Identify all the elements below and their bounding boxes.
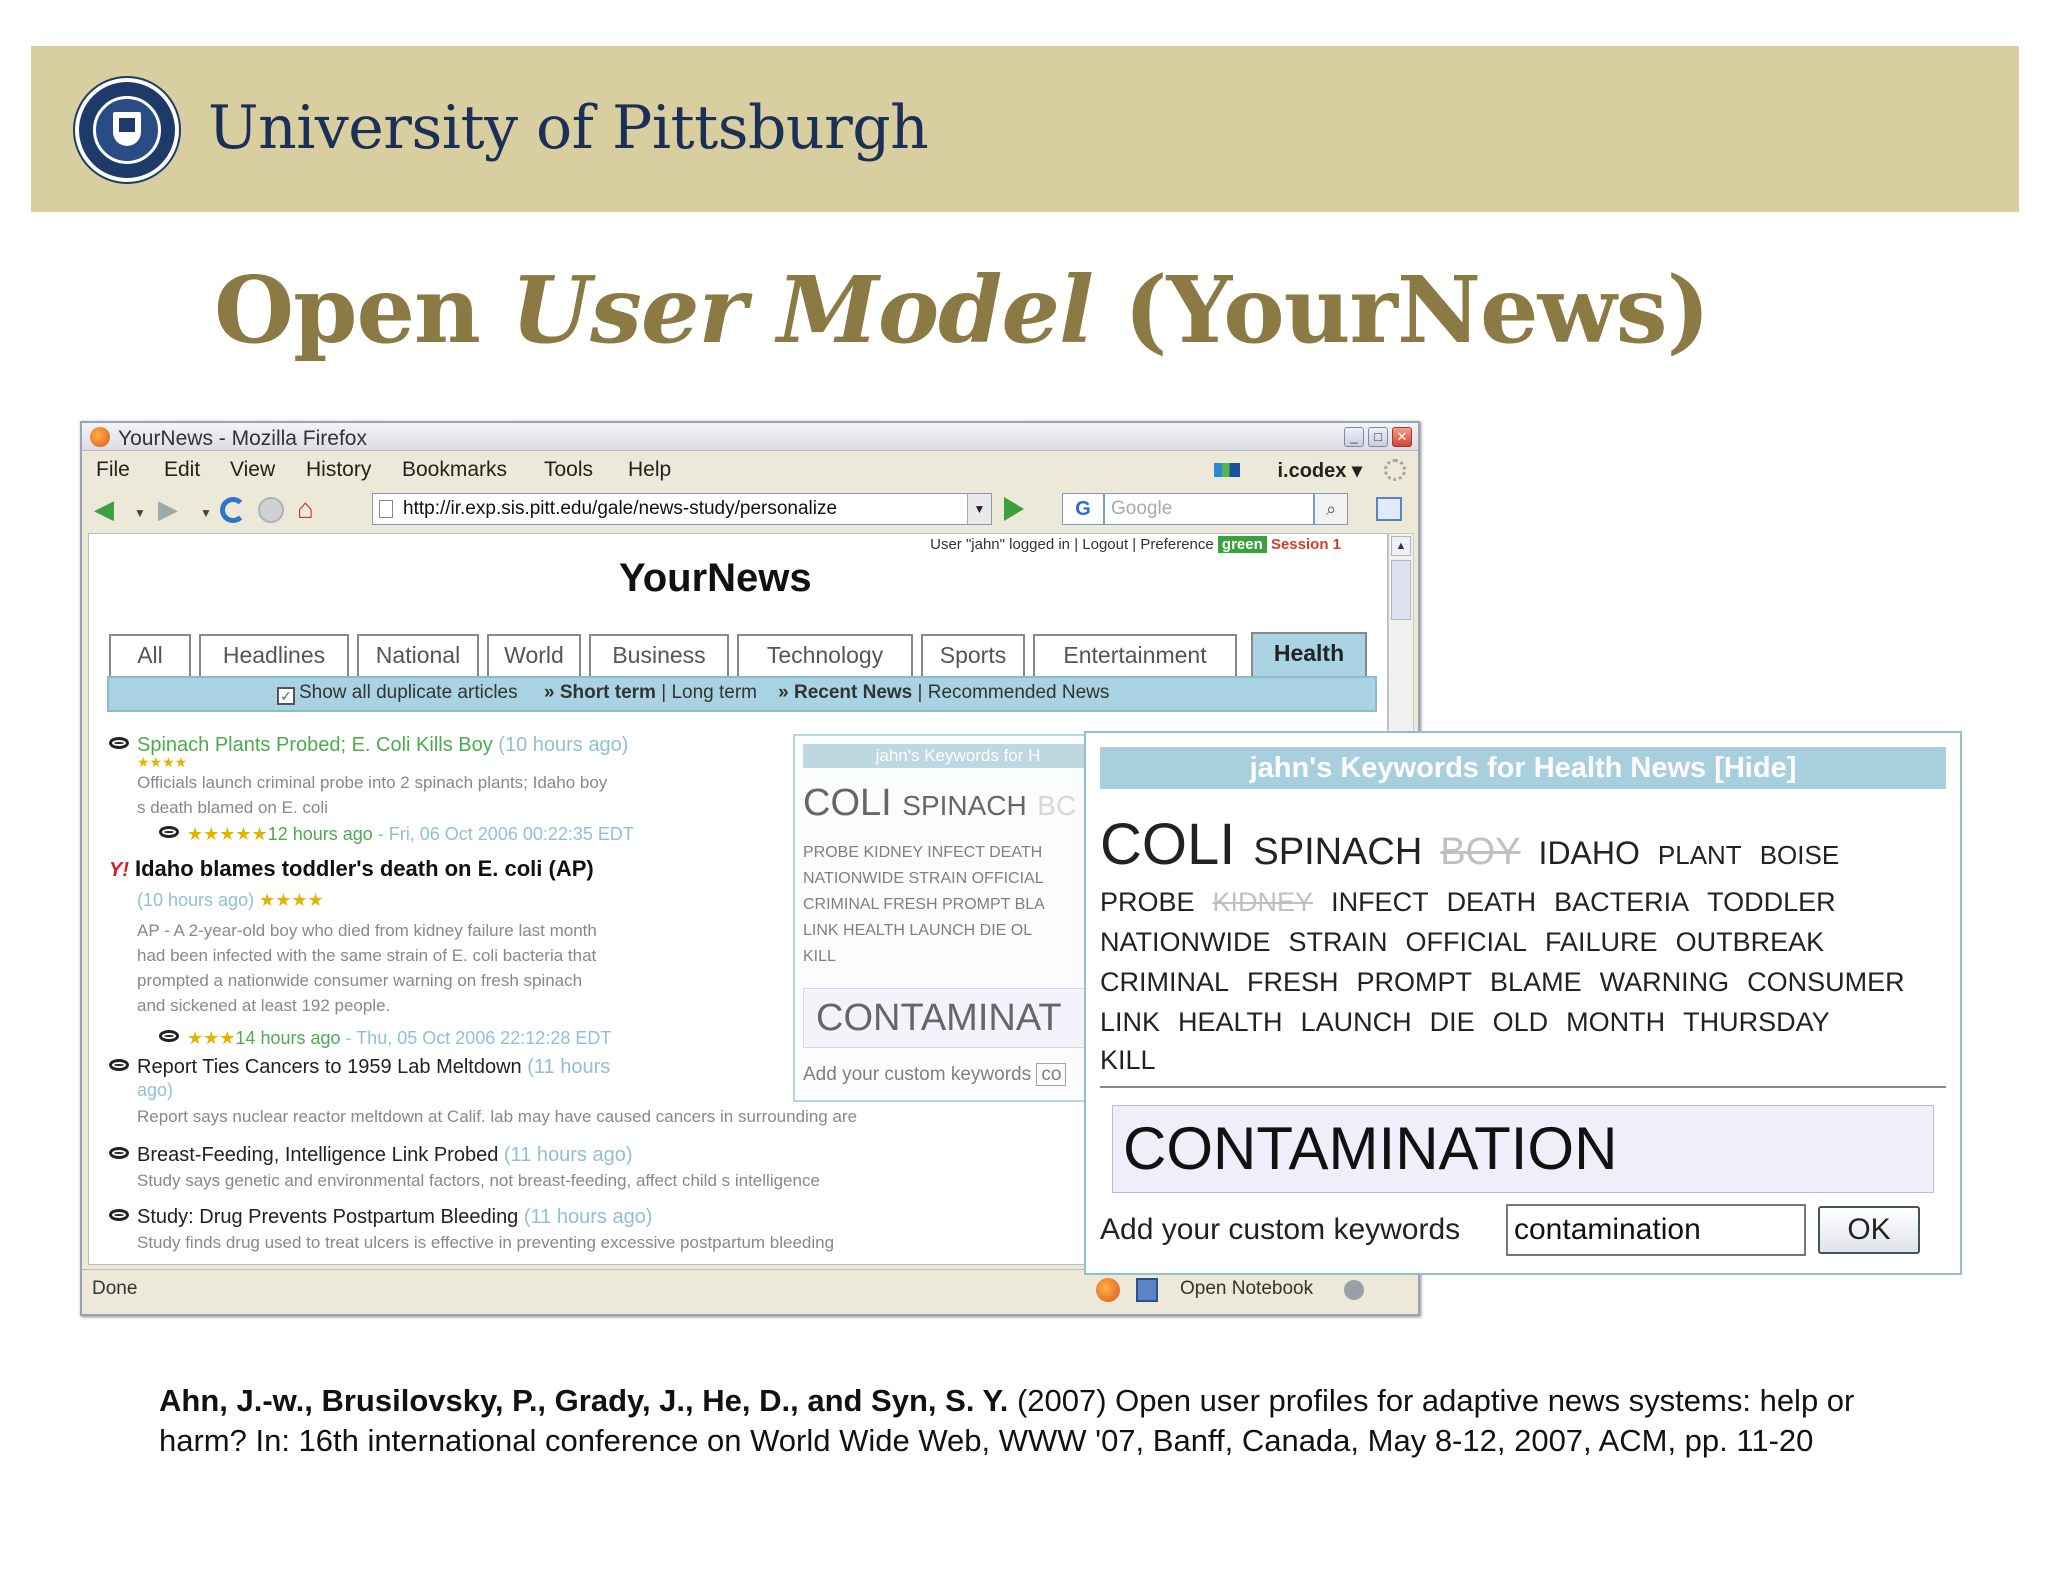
status-text: Done (92, 1278, 138, 1299)
keyword-row (1100, 811, 1857, 878)
tab-all[interactable]: All (109, 634, 191, 676)
article-snippet: Officials launch criminal probe into 2 spinach plants; Idaho boy (137, 773, 608, 792)
notebook-icon[interactable] (1136, 1278, 1158, 1302)
open-notebook-button[interactable]: Open Notebook (1180, 1278, 1314, 1299)
keyword-month[interactable]: MONTH (1566, 1007, 1666, 1037)
keyword-strain[interactable]: STRAIN (1288, 927, 1388, 957)
view-options (277, 682, 1109, 705)
university-seal-logo (75, 78, 179, 182)
article-age: (10 hours ago) (137, 890, 255, 910)
view-options-bar (107, 676, 1377, 712)
short-term-link[interactable]: » Short term (544, 682, 656, 703)
keyword-idaho[interactable]: IDAHO (1538, 835, 1640, 871)
keyword-row (1100, 1007, 1848, 1038)
forward-arrow-icon[interactable]: ▶ (158, 494, 178, 524)
menu-bookmarks[interactable]: Bookmarks (402, 458, 508, 481)
firefox-logo-icon (90, 427, 110, 447)
window-titlebar[interactable] (82, 423, 1418, 451)
article-item (109, 856, 594, 882)
article-age: (11 hours ago) (503, 1144, 633, 1166)
custom-keyword-label: Add your custom keywords (1100, 1213, 1461, 1246)
yahoo-source-icon: Y! (109, 859, 129, 881)
eye-icon[interactable] (109, 737, 129, 749)
meta-date: - Fri, 06 Oct 2006 00:22:35 EDT (372, 824, 634, 844)
title-part-1: Open (214, 256, 511, 364)
menu-tools[interactable]: Tools (544, 458, 594, 481)
meta-time: 12 hours ago (267, 824, 373, 844)
article-age: (11 hours (527, 1056, 611, 1078)
keyword-warning[interactable]: WARNING (1599, 967, 1730, 997)
meta-date: - Thu, 05 Oct 2006 22:12:28 EDT (340, 1028, 612, 1048)
article-title-link[interactable]: Spinach Plants Probed; E. Coli Kills Boy (137, 734, 493, 756)
home-icon[interactable]: ⌂ (297, 493, 314, 524)
scroll-up-icon[interactable]: ▲ (1391, 536, 1411, 556)
navigation-toolbar (82, 489, 1418, 529)
tab-world[interactable]: World (487, 634, 581, 676)
long-term-link[interactable]: | Long term (655, 682, 757, 703)
title-italic: User Model (510, 256, 1093, 364)
keyword-probe[interactable]: PROBE (1100, 887, 1195, 917)
session-label: Session 1 (1270, 536, 1341, 553)
keyword-boise[interactable]: BOISE (1759, 840, 1840, 870)
forward-dropdown-icon[interactable]: ▼ (200, 506, 212, 520)
keyword-death[interactable]: DEATH (1446, 887, 1537, 917)
divider (1100, 1086, 1946, 1088)
article-title-link[interactable]: Breast-Feeding, Intelligence Link Probed (137, 1144, 499, 1166)
close-icon[interactable]: ✕ (1392, 427, 1412, 447)
firefox-status-icon[interactable] (1096, 1278, 1120, 1302)
duplicate-articles-checkbox[interactable]: ✓ (277, 687, 295, 705)
tab-technology[interactable]: Technology (737, 634, 913, 676)
scroll-thumb[interactable] (1391, 560, 1411, 620)
custom-keyword-display: CONTAMINAT (803, 988, 1113, 1048)
stop-icon[interactable] (258, 497, 284, 523)
back-arrow-icon[interactable]: ◀ (94, 494, 114, 524)
keyword-line[interactable]: KILL (803, 948, 836, 965)
article-item (109, 1206, 652, 1229)
keyword-criminal[interactable]: CRIMINAL (1100, 967, 1230, 997)
keyword-link[interactable]: LINK (1100, 1007, 1161, 1037)
tab-business[interactable]: Business (589, 634, 729, 676)
keyword-row (1100, 887, 1854, 918)
keyword-line[interactable]: NATIONWIDE STRAIN OFFICIAL (803, 870, 1044, 887)
reload-icon[interactable] (220, 497, 246, 523)
status-indicator-icon (1344, 1280, 1364, 1300)
article-title-link[interactable]: Report Ties Cancers to 1959 Lab Meltdown (137, 1056, 522, 1078)
keyword-toddler[interactable]: TODDLER (1707, 887, 1836, 917)
menu-history[interactable]: History (306, 458, 372, 481)
keyword-line[interactable]: CRIMINAL FRESH PROMPT BLA (803, 896, 1045, 913)
citation (159, 1381, 1919, 1461)
custom-keyword-input[interactable]: co (1036, 1063, 1066, 1086)
icodex-menu[interactable]: i.codex ▾ (1277, 460, 1362, 482)
citation-authors: Ahn, J.-w., Brusilovsky, P., Grady, J., He, D., and Syn, S. Y. (159, 1383, 1009, 1418)
rating-stars: ★★★★★ (187, 824, 268, 844)
keyword-panel-zoomed (1084, 731, 1962, 1275)
keyword-top-row (803, 782, 1076, 825)
article-snippet: AP - A 2-year-old boy who died from kidney failure last month (137, 921, 597, 940)
keyword-boy[interactable]: BOY (1440, 831, 1521, 873)
custom-keyword-row (803, 1064, 1066, 1086)
keyword-old[interactable]: OLD (1492, 1007, 1549, 1037)
article-title-link[interactable]: Study: Drug Prevents Postpartum Bleeding (137, 1206, 519, 1228)
user-status-line (930, 536, 1341, 553)
citation-details: (2007) Open user profiles for adaptive news systems: help or harm? In: 16th international conference on World Wide Web, WWW '07, Banff, Canada, May 8-12, 2007, ACM, pp. 11-20 (159, 1383, 1855, 1458)
keyword-row (1100, 967, 1923, 998)
user-logged-in-text: User "jahn" logged in | Logout | Preference (930, 536, 1218, 553)
article-age: (11 hours ago) (523, 1206, 653, 1228)
search-input[interactable]: Google (1104, 493, 1314, 525)
url-bar[interactable] (372, 493, 992, 525)
keyword-row (1100, 927, 1842, 958)
sidebar-toggle-icon[interactable] (1376, 497, 1402, 521)
minimize-icon[interactable]: _ (1344, 427, 1364, 447)
icodex-label: i.codex (1277, 460, 1347, 482)
keyword-coli[interactable]: COLI (1100, 812, 1236, 877)
menu-edit[interactable]: Edit (164, 458, 201, 481)
article-age: (10 hours ago) (498, 734, 629, 756)
maximize-icon[interactable]: □ (1368, 427, 1388, 447)
search-icon[interactable]: ⌕ (1314, 493, 1348, 525)
back-dropdown-icon[interactable]: ▼ (134, 506, 146, 520)
rating-stars: ★★★★ (259, 890, 324, 910)
rating-stars: ★★★ (187, 1028, 236, 1048)
article-title-link[interactable]: Idaho blames toddler's death on E. coli (AP) (135, 856, 594, 881)
keyword-boy[interactable]: BC (1037, 790, 1077, 821)
menu-view[interactable]: View (230, 458, 276, 481)
eye-icon[interactable] (159, 1030, 179, 1042)
article-snippet: Study finds drug used to treat ulcers is effective in preventing excessive postpartum bleeding (137, 1233, 835, 1252)
site-title: YourNews (619, 556, 812, 600)
article-age-continued: ago) (137, 1080, 174, 1100)
keyword-panel-small (793, 734, 1123, 1102)
keyword-kidney[interactable]: KIDNEY (1212, 887, 1314, 917)
tab-entertainment[interactable]: Entertainment (1033, 634, 1237, 676)
keyword-outbreak[interactable]: OUTBREAK (1675, 927, 1825, 957)
tab-headlines[interactable]: Headlines (199, 634, 349, 676)
university-name: University of Pittsburgh (208, 93, 929, 163)
slide-title (214, 256, 1709, 364)
custom-keyword-display: CONTAMINATION (1112, 1105, 1934, 1193)
go-arrow-icon[interactable] (1004, 497, 1024, 521)
keyword-spinach[interactable]: SPINACH (1253, 831, 1423, 873)
keyword-fresh[interactable]: FRESH (1247, 967, 1339, 997)
article-snippet: had been infected with the same strain of E. coli bacteria that (137, 946, 597, 965)
keyword-spinach[interactable]: SPINACH (902, 790, 1027, 821)
article-snippet: Report says nuclear reactor meltdown at Calif. lab may have caused cancers in surrounding are (137, 1107, 858, 1126)
keyword-bacteria[interactable]: BACTERIA (1554, 887, 1690, 917)
eye-icon[interactable] (109, 1147, 129, 1159)
keyword-consumer[interactable]: CONSUMER (1747, 967, 1905, 997)
menu-help[interactable]: Help (628, 458, 672, 481)
duplicate-articles-label[interactable]: Show all duplicate articles (299, 682, 518, 703)
article-snippet: and sickened at least 192 people. (137, 996, 391, 1015)
keyword-line[interactable]: PROBE KIDNEY INFECT DEATH (803, 844, 1043, 861)
custom-keyword-label: Add your custom keywords (803, 1064, 1032, 1085)
keyword-health[interactable]: HEALTH (1178, 1007, 1283, 1037)
article-meta (159, 824, 634, 845)
title-part-2: (YourNews) (1093, 256, 1710, 364)
icodex-logo-icon (1214, 463, 1240, 477)
keyword-lines (803, 840, 1045, 970)
eye-icon[interactable] (109, 1059, 129, 1071)
article-item (109, 1056, 610, 1079)
menu-file[interactable]: File (96, 458, 130, 481)
eye-icon[interactable] (109, 1209, 129, 1221)
keyword-nationwide[interactable]: NATIONWIDE (1100, 927, 1271, 957)
preference-badge[interactable]: green (1218, 536, 1267, 553)
tab-national[interactable]: National (357, 634, 479, 676)
keyword-blame[interactable]: BLAME (1490, 967, 1582, 997)
keyword-launch[interactable]: LAUNCH (1300, 1007, 1412, 1037)
keyword-kill[interactable]: KILL (1100, 1045, 1156, 1075)
url-dropdown-icon[interactable]: ▼ (967, 494, 991, 524)
keyword-panel-header[interactable]: jahn's Keywords for H (803, 744, 1113, 768)
keyword-line[interactable]: LINK HEALTH LAUNCH DIE OL (803, 922, 1033, 939)
keyword-coli[interactable]: COLI (803, 782, 892, 824)
activity-throbber-icon (1384, 459, 1406, 481)
rating-stars: ★★★★ (137, 754, 188, 770)
custom-keyword-input[interactable] (1506, 1204, 1806, 1256)
tab-sports[interactable]: Sports (921, 634, 1025, 676)
keyword-row (1100, 1045, 1174, 1076)
article-meta (159, 1028, 611, 1049)
keyword-die[interactable]: DIE (1429, 1007, 1475, 1037)
article-snippet: Study says genetic and environmental factors, not breast-feeding, affect child s intelligence (137, 1171, 820, 1190)
menu-bar (82, 453, 1418, 487)
article-age-rating (137, 890, 324, 911)
keyword-thursday[interactable]: THURSDAY (1683, 1007, 1830, 1037)
recommended-news-link[interactable]: | Recommended News (912, 682, 1110, 703)
seal-shield-icon (113, 112, 141, 146)
keyword-plant[interactable]: PLANT (1657, 840, 1742, 870)
keyword-infect[interactable]: INFECT (1331, 887, 1429, 917)
keyword-panel-title[interactable]: jahn's Keywords for Health News [Hide] (1100, 747, 1946, 789)
page-icon (379, 500, 393, 518)
keyword-failure[interactable]: FAILURE (1545, 927, 1658, 957)
window-title: YourNews - Mozilla Firefox (118, 427, 367, 450)
google-engine-icon[interactable]: G (1062, 493, 1104, 525)
status-bar (82, 1269, 1418, 1315)
url-text[interactable]: http://ir.exp.sis.pitt.edu/gale/news-study/personalize (403, 498, 838, 519)
meta-time: 14 hours ago (235, 1028, 341, 1048)
eye-icon[interactable] (159, 826, 179, 838)
keyword-prompt[interactable]: PROMPT (1356, 967, 1473, 997)
recent-news-link[interactable]: » Recent News (778, 682, 913, 703)
tab-health[interactable]: Health (1251, 632, 1367, 676)
article-item (109, 1144, 632, 1167)
article-snippet: prompted a nationwide consumer warning on fresh spinach (137, 971, 583, 990)
keyword-official[interactable]: OFFICIAL (1405, 927, 1528, 957)
ok-button[interactable]: OK (1818, 1206, 1920, 1254)
article-snippet: s death blamed on E. coli (137, 798, 328, 817)
